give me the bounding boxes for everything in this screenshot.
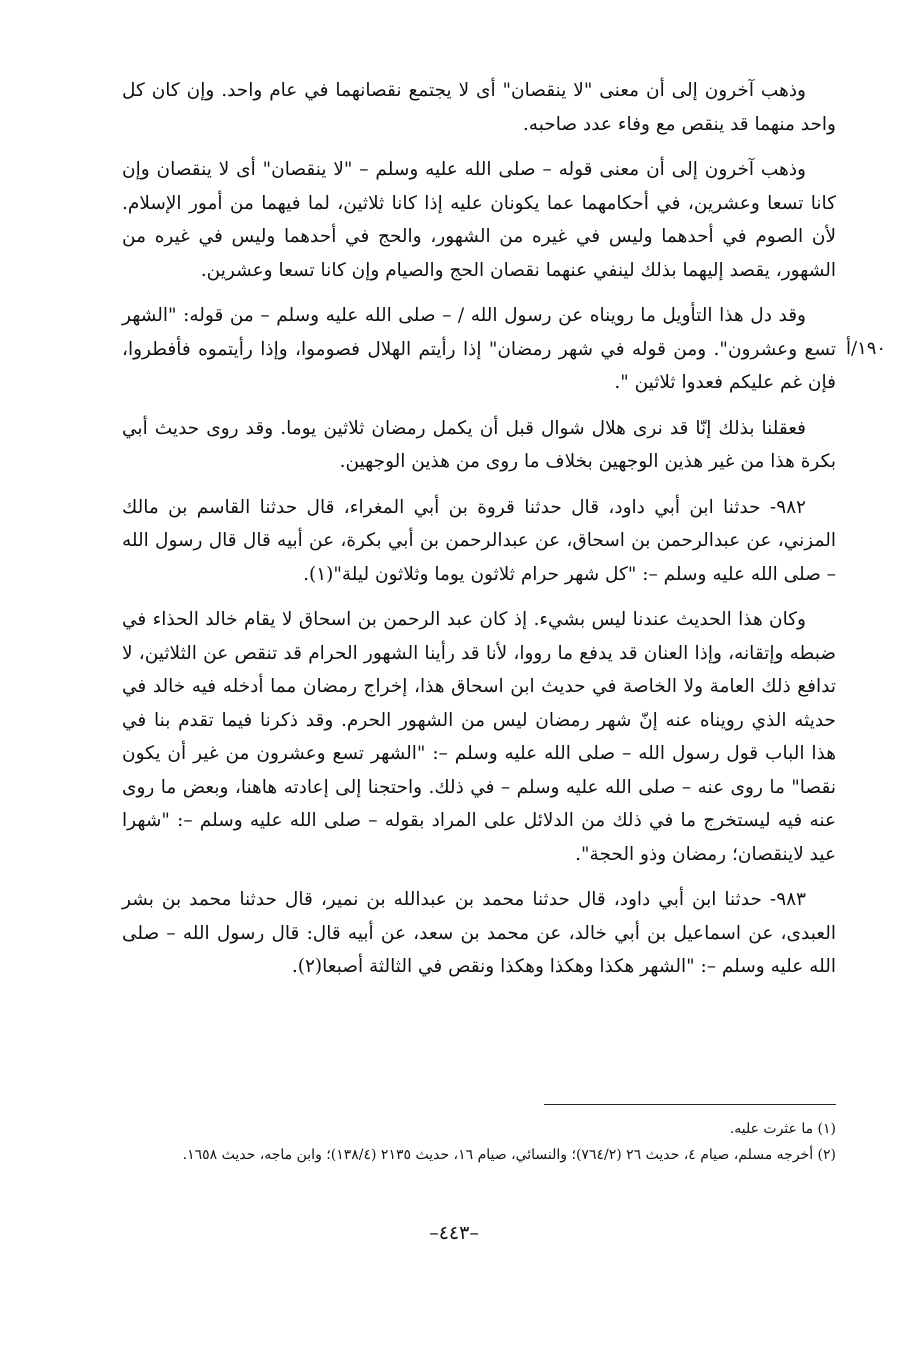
footnote-2: (٢) أخرجه مسلم، صيام ٤، حديث ٢٦ (٧٦٤/٢)؛ والنسائي، صيام ١٦، حديث ٢١٣٥ (١٣٨/٤)؛ وابن ماجه، حديث ١٦٥٨.	[182, 1147, 836, 1163]
folio-marker: ١٩٠/أ	[846, 338, 887, 359]
paragraph-1: وذهب آخرون إلى أن معنى "لا ينقصان" أى لا يجتمع نقصانهما في عام واحد. وإن كان كل واحد منهما قد ينقص مع وفاء عدد صاحبه.	[122, 80, 836, 135]
footnote-divider	[544, 1104, 836, 1105]
footnote-1: (١) ما عثرت عليه.	[729, 1121, 836, 1137]
paragraph-6: وكان هذا الحديث عندنا ليس بشيء. إذ كان عبد الرحمن بن اسحاق لا يقام خالد الحذاء في ضبطه وإتقانه، وإذا العنان قد يدفع ما رووا، لأنا قد رأينا الشهور الحرام قد تنقص عن الثلاثين، لا تدافع ذلك العامة ولا الخاصة في حديث ابن اسحاق هذا، إخراج رمضان مما أدخله فيه خالد في حديثه الذي رويناه عنه إنّ شهر رمضان ليس من الشهور الحرم. وقد ذكرنا فيما تقدم بنا في هذا الباب قول رسول الله – صلى الله عليه وسلم –: "الشهر تسع وعشرون من غير أن يكون نقصا" ما روى عنه – صلى الله عليه وسلم – في ذلك. واحتجنا إلى إعادته هاهنا، وبعض ما روى عنه فيه ليستخرج ما في ذلك من الدلائل على المراد بقوله – صلى الله عليه وسلم –: "شهرا عيد لاينقصان؛ رمضان وذو الحجة".	[122, 609, 836, 865]
footnotes	[122, 1116, 836, 1168]
main-text	[122, 74, 836, 996]
paragraph-3: وقد دل هذا التأويل ما رويناه عن رسول الله / – صلى الله عليه وسلم – من قوله: "الشهر تسع وعشرون". ومن قوله في شهر رمضان" إذا رأيتم الهلال فصوموا، وإذا رأيتموه فأفطروا، فإن غم عليكم فعدوا ثلاثين ".	[122, 305, 836, 393]
paragraph-2: وذهب آخرون إلى أن معنى قوله – صلى الله عليه وسلم – "لا ينقصان" أى لا ينقصان وإن كانا تسعا وعشرين، في أحكامهما عما يكونان عليه إذا كانا ثلاثين، لما فيهما من أمور الإسلام. لأن الصوم في أحدهما وليس في غيره من الشهور، والحج في أحدهما وليس في غيره من الشهور، يقصد إليهما بذلك لينفي عنهما نقصان الحج والصيام وإن كانا تسعا وعشرين.	[122, 159, 836, 281]
page-number: –٤٤٣–	[429, 1222, 479, 1244]
hadith-982: ٩٨٢- حدثنا ابن أبي داود، قال حدثنا قروة بن أبي المغراء، قال حدثنا القاسم بن مالك المزني، عن عبدالرحمن بن اسحاق، عن عبدالرحمن بن أبي بكرة، عن أبيه قال قال رسول الله – صلى الله عليه وسلم –: "كل شهر حرام ثلاثون يوما وثلاثون ليلة"(١).	[122, 496, 836, 585]
hadith-983: ٩٨٣- حدثنا ابن أبي داود، قال حدثنا محمد بن عبدالله بن نمير، قال حدثنا محمد بن بشر العبدى، عن اسماعيل بن أبي خالد، عن محمد بن سعد، عن أبيه قال: قال رسول الله – صلى الله عليه وسلم –: "الشهر هكذا وهكذا وهكذا ونقص في الثالثة أصبعا(٢).	[122, 889, 836, 977]
paragraph-4: فعقلنا بذلك إنّا قد نرى هلال شوال قبل أن يكمل رمضان ثلاثين يوما. وقد روى حديث أبي بكرة هذا من غير هذين الوجهين بخلاف ما روى من هذين الوجهين.	[122, 417, 836, 472]
